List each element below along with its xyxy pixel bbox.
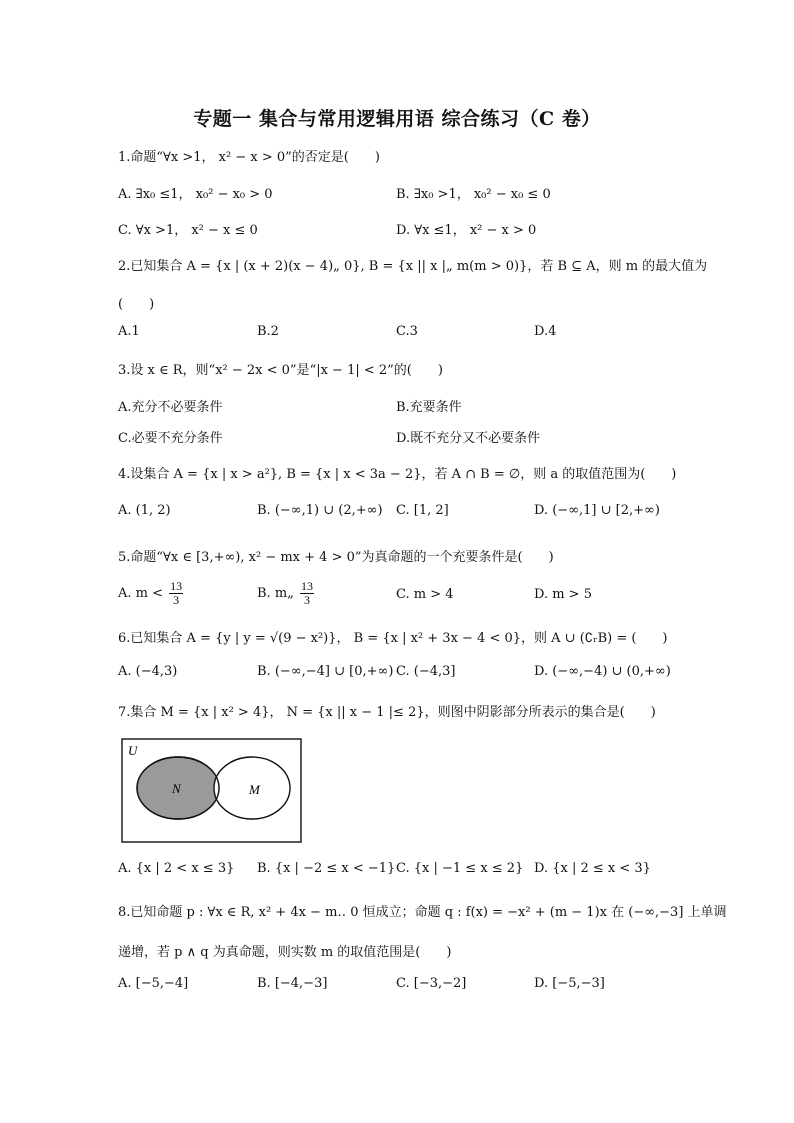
question-2-option-b: B.2 <box>257 324 279 339</box>
question-4-option-a: A. (1, 2) <box>118 503 171 518</box>
venn-diagram <box>121 738 303 844</box>
question-3-stem: 3.设 x ∈ R，则“x² − 2x < 0”是“|x − 1| < 2”的( ) <box>118 363 443 378</box>
question-7-option-b: B. {x | −2 ≤ x < −1} <box>257 861 396 876</box>
question-6-option-b: B. (−∞,−4] ∪ [0,+∞) <box>257 664 394 679</box>
fraction-denominator: 3 <box>304 593 311 607</box>
question-4-option-b: B. (−∞,1) ∪ (2,+∞) <box>257 503 383 518</box>
question-2-option-a: A.1 <box>118 324 140 339</box>
question-3-option-b: B.充要条件 <box>396 400 462 415</box>
universe-label: U <box>128 743 138 758</box>
question-5-stem: 5.命题“∀x ∈ [3,+∞), x² − mx + 4 > 0”为真命题的一个充要条件是( ) <box>118 550 554 565</box>
question-8-option-a: A. [−5,−4] <box>118 976 189 991</box>
question-5-option-b-prefix: B. m„ <box>257 586 294 601</box>
fraction <box>169 580 183 607</box>
page-title: 专题一 集合与常用逻辑用语 综合练习（C 卷） <box>193 108 601 130</box>
question-1-stem: 1.命题“∀x >1， x² − x > 0”的否定是( ) <box>118 150 380 165</box>
question-3-option-a: A.充分不必要条件 <box>118 400 223 415</box>
set-n-label: N <box>172 781 181 796</box>
question-8-stem-line-2: 递增，若 p ∧ q 为真命题，则实数 m 的取值范围是( ) <box>118 945 452 960</box>
question-8-option-b: B. [−4,−3] <box>257 976 328 991</box>
question-1-option-a: A. ∃x₀ ≤1， x₀² − x₀ > 0 <box>118 187 273 202</box>
question-5-option-d: D. m > 5 <box>534 587 592 602</box>
question-5-option-b <box>257 580 314 607</box>
fraction-denominator: 3 <box>173 593 180 607</box>
question-7-stem: 7.集合 M = {x | x² > 4}， N = {x || x − 1 |≤ 2}，则图中阴影部分所表示的集合是( ) <box>118 705 656 720</box>
question-2-stem-line-1: 2.已知集合 A = {x | (x + 2)(x − 4)„ 0}, B = {x || x |„ m(m > 0)}，若 B ⊆ A，则 m 的最大值为 <box>118 259 708 274</box>
fraction-numerator: 13 <box>170 579 183 593</box>
question-6-option-c: C. (−4,3] <box>396 664 456 679</box>
question-4-option-c: C. [1, 2] <box>396 503 449 518</box>
question-2-stem-line-2: ( ) <box>118 297 155 312</box>
question-7-option-a: A. {x | 2 < x ≤ 3} <box>118 861 235 876</box>
fraction <box>300 580 314 607</box>
question-8-option-c: C. [−3,−2] <box>396 976 467 991</box>
question-7-option-c: C. {x | −1 ≤ x ≤ 2} <box>396 861 524 876</box>
question-3-option-d: D.既不充分又不必要条件 <box>396 431 541 446</box>
question-3-option-c: C.必要不充分条件 <box>118 431 223 446</box>
question-2-option-d: D.4 <box>534 324 557 339</box>
question-1-option-b: B. ∃x₀ >1， x₀² − x₀ ≤ 0 <box>396 187 551 202</box>
question-8-stem-line-1: 8.已知命题 p : ∀x ∈ R, x² + 4x − m‥ 0 恒成立；命题 q : f(x) = −x² + (m − 1)x 在 (−∞,−3] 上单调 <box>118 905 727 920</box>
question-2-option-c: C.3 <box>396 324 418 339</box>
question-6-option-a: A. (−4,3) <box>118 664 178 679</box>
question-1-option-d: D. ∀x ≤1， x² − x > 0 <box>396 223 537 238</box>
question-5-option-a-prefix: A. m < <box>118 586 164 601</box>
question-8-option-d: D. [−5,−3] <box>534 976 605 991</box>
question-4-option-d: D. (−∞,1] ∪ [2,+∞) <box>534 503 660 518</box>
question-7-option-d: D. {x | 2 ≤ x < 3} <box>534 861 651 876</box>
set-m-label: M <box>249 782 260 797</box>
fraction-numerator: 13 <box>301 579 314 593</box>
question-1-option-c: C. ∀x >1， x² − x ≤ 0 <box>118 223 258 238</box>
question-4-stem: 4.设集合 A = {x | x > a²}, B = {x | x < 3a − 2}，若 A ∩ B = ∅，则 a 的取值范围为( ) <box>118 467 677 482</box>
question-5-option-c: C. m > 4 <box>396 587 454 602</box>
question-6-stem: 6.已知集合 A = {y | y = √(9 − x²)}， B = {x | x² + 3x − 4 < 0}，则 A ∪ (∁ᵣB) = ( ) <box>118 631 668 646</box>
question-6-option-d: D. (−∞,−4) ∪ (0,+∞) <box>534 664 671 679</box>
question-5-option-a <box>118 580 183 607</box>
